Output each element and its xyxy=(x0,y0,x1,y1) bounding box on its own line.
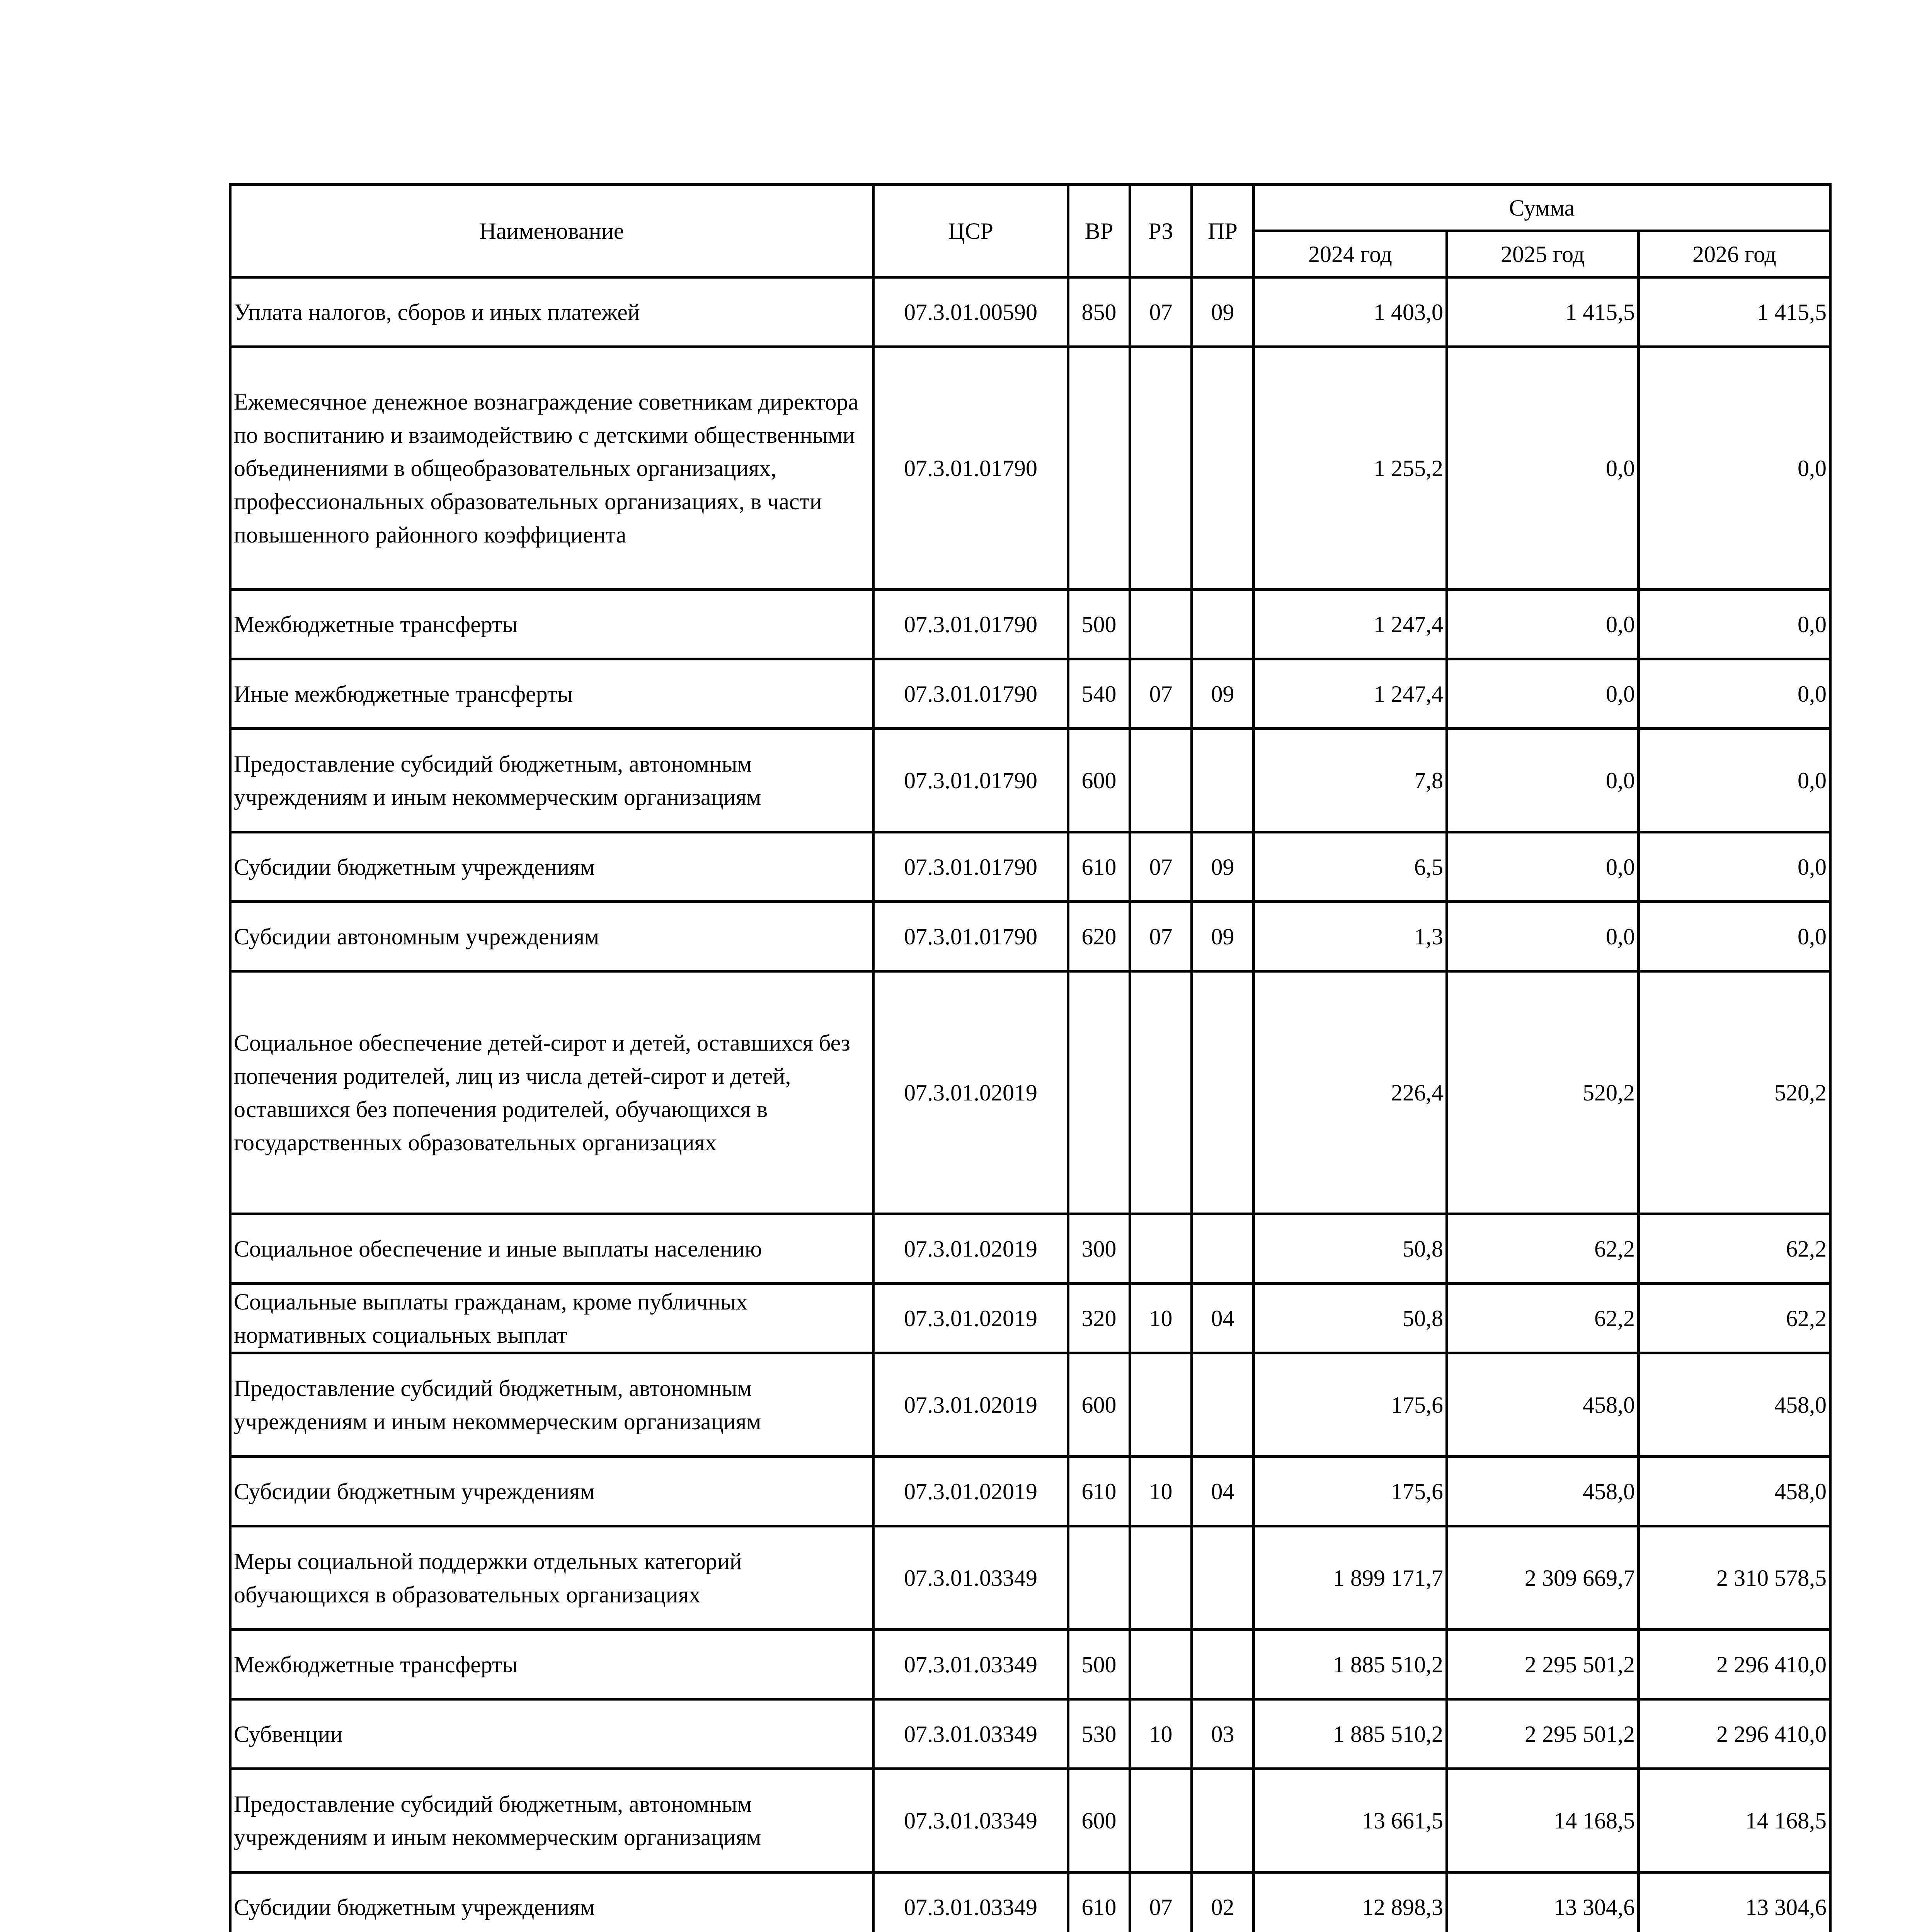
cell-vr: 320 xyxy=(1068,1284,1130,1353)
cell-amount-2024: 1,3 xyxy=(1254,902,1447,971)
cell-csr: 07.3.01.03349 xyxy=(873,1630,1068,1699)
cell-vr: 610 xyxy=(1068,832,1130,902)
cell-rz xyxy=(1130,590,1192,659)
cell-vr: 600 xyxy=(1068,1353,1130,1457)
cell-amount-2024: 226,4 xyxy=(1254,971,1447,1214)
header-row xyxy=(230,185,1830,231)
cell-rz: 07 xyxy=(1130,832,1192,902)
table-row xyxy=(230,1526,1830,1630)
cell-vr: 600 xyxy=(1068,729,1130,832)
table-row xyxy=(230,1699,1830,1769)
cell-vr: 610 xyxy=(1068,1872,1130,1932)
cell-rz xyxy=(1130,1214,1192,1284)
header-year-2026: 2026 год xyxy=(1639,231,1830,277)
header-sum: Сумма xyxy=(1254,185,1830,231)
cell-csr: 07.3.01.02019 xyxy=(873,1457,1068,1526)
cell-amount-2025: 1 415,5 xyxy=(1447,277,1639,347)
cell-rz: 07 xyxy=(1130,1872,1192,1932)
cell-pr xyxy=(1192,1526,1254,1630)
cell-csr: 07.3.01.01790 xyxy=(873,832,1068,902)
cell-name: Межбюджетные трансферты xyxy=(230,590,873,659)
cell-amount-2024: 175,6 xyxy=(1254,1353,1447,1457)
cell-amount-2025: 62,2 xyxy=(1447,1214,1639,1284)
cell-pr: 03 xyxy=(1192,1699,1254,1769)
cell-amount-2024: 1 885 510,2 xyxy=(1254,1699,1447,1769)
cell-amount-2026: 62,2 xyxy=(1639,1214,1830,1284)
cell-amount-2026: 2 310 578,5 xyxy=(1639,1526,1830,1630)
cell-vr: 600 xyxy=(1068,1769,1130,1872)
table-row xyxy=(230,1630,1830,1699)
table-row xyxy=(230,971,1830,1214)
cell-amount-2025: 0,0 xyxy=(1447,729,1639,832)
cell-rz xyxy=(1130,729,1192,832)
cell-amount-2025: 0,0 xyxy=(1447,659,1639,729)
table-row xyxy=(230,902,1830,971)
cell-pr: 09 xyxy=(1192,832,1254,902)
cell-amount-2024: 12 898,3 xyxy=(1254,1872,1447,1932)
table-row xyxy=(230,1353,1830,1457)
cell-vr: 530 xyxy=(1068,1699,1130,1769)
cell-rz xyxy=(1130,971,1192,1214)
cell-name: Предоставление субсидий бюджетным, автономным учреждениям и иным некоммерческим организациям xyxy=(230,729,873,832)
table-row xyxy=(230,347,1830,590)
cell-rz xyxy=(1130,1630,1192,1699)
cell-amount-2024: 7,8 xyxy=(1254,729,1447,832)
table-row xyxy=(230,590,1830,659)
cell-rz xyxy=(1130,1526,1192,1630)
header-name: Наименование xyxy=(230,185,873,277)
cell-amount-2026: 14 168,5 xyxy=(1639,1769,1830,1872)
table-row xyxy=(230,659,1830,729)
cell-amount-2025: 0,0 xyxy=(1447,347,1639,590)
cell-name: Межбюджетные трансферты xyxy=(230,1630,873,1699)
cell-name: Социальное обеспечение детей-сирот и детей, оставшихся без попечения родителей, лиц из числа детей-сирот и детей, оставшихся без попечения родителей, обучающихся в государственных образовательных организациях xyxy=(230,971,873,1214)
table-header xyxy=(230,185,1830,277)
cell-csr: 07.3.01.03349 xyxy=(873,1699,1068,1769)
cell-rz: 10 xyxy=(1130,1457,1192,1526)
cell-pr xyxy=(1192,1769,1254,1872)
cell-name: Иные межбюджетные трансферты xyxy=(230,659,873,729)
cell-amount-2024: 1 247,4 xyxy=(1254,659,1447,729)
cell-amount-2025: 2 309 669,7 xyxy=(1447,1526,1639,1630)
cell-pr xyxy=(1192,590,1254,659)
cell-amount-2024: 1 255,2 xyxy=(1254,347,1447,590)
table-row xyxy=(230,277,1830,347)
cell-amount-2024: 1 247,4 xyxy=(1254,590,1447,659)
cell-pr xyxy=(1192,1353,1254,1457)
cell-amount-2025: 62,2 xyxy=(1447,1284,1639,1353)
cell-amount-2024: 13 661,5 xyxy=(1254,1769,1447,1872)
cell-amount-2026: 0,0 xyxy=(1639,590,1830,659)
header-rz: РЗ xyxy=(1130,185,1192,277)
table-row xyxy=(230,1769,1830,1872)
cell-amount-2025: 13 304,6 xyxy=(1447,1872,1639,1932)
cell-rz xyxy=(1130,1769,1192,1872)
cell-rz xyxy=(1130,347,1192,590)
cell-amount-2024: 1 885 510,2 xyxy=(1254,1630,1447,1699)
cell-amount-2026: 0,0 xyxy=(1639,659,1830,729)
cell-csr: 07.3.01.01790 xyxy=(873,590,1068,659)
cell-name: Ежемесячное денежное вознаграждение советникам директора по воспитанию и взаимодействию с детскими общественными объединениями в общеобразовательных организациях, профессиональных образовательных организациях, в части повышенного районного коэффициента xyxy=(230,347,873,590)
cell-rz: 10 xyxy=(1130,1284,1192,1353)
cell-pr: 09 xyxy=(1192,902,1254,971)
cell-csr: 07.3.01.03349 xyxy=(873,1526,1068,1630)
cell-name: Уплата налогов, сборов и иных платежей xyxy=(230,277,873,347)
cell-vr: 300 xyxy=(1068,1214,1130,1284)
budget-table xyxy=(229,183,1832,1932)
table-row xyxy=(230,1284,1830,1353)
cell-rz: 10 xyxy=(1130,1699,1192,1769)
cell-vr: 610 xyxy=(1068,1457,1130,1526)
cell-amount-2024: 175,6 xyxy=(1254,1457,1447,1526)
cell-amount-2025: 2 295 501,2 xyxy=(1447,1699,1639,1769)
cell-csr: 07.3.01.02019 xyxy=(873,971,1068,1214)
cell-pr: 02 xyxy=(1192,1872,1254,1932)
cell-vr: 500 xyxy=(1068,590,1130,659)
cell-amount-2024: 50,8 xyxy=(1254,1284,1447,1353)
cell-vr xyxy=(1068,971,1130,1214)
table-row xyxy=(230,1872,1830,1932)
cell-pr: 09 xyxy=(1192,659,1254,729)
table-row xyxy=(230,729,1830,832)
cell-amount-2024: 1 899 171,7 xyxy=(1254,1526,1447,1630)
cell-name: Социальное обеспечение и иные выплаты населению xyxy=(230,1214,873,1284)
header-vr: ВР xyxy=(1068,185,1130,277)
cell-amount-2024: 50,8 xyxy=(1254,1214,1447,1284)
cell-csr: 07.3.01.01790 xyxy=(873,347,1068,590)
cell-vr: 540 xyxy=(1068,659,1130,729)
cell-amount-2026: 62,2 xyxy=(1639,1284,1830,1353)
cell-csr: 07.3.01.02019 xyxy=(873,1284,1068,1353)
cell-amount-2026: 2 296 410,0 xyxy=(1639,1699,1830,1769)
cell-amount-2026: 0,0 xyxy=(1639,729,1830,832)
cell-amount-2025: 458,0 xyxy=(1447,1353,1639,1457)
cell-amount-2025: 458,0 xyxy=(1447,1457,1639,1526)
cell-vr xyxy=(1068,347,1130,590)
cell-rz: 07 xyxy=(1130,902,1192,971)
cell-amount-2026: 2 296 410,0 xyxy=(1639,1630,1830,1699)
cell-name: Социальные выплаты гражданам, кроме публичных нормативных социальных выплат xyxy=(230,1284,873,1353)
cell-name: Субвенции xyxy=(230,1699,873,1769)
cell-name: Субсидии автономным учреждениям xyxy=(230,902,873,971)
table-row xyxy=(230,832,1830,902)
header-year-2025: 2025 год xyxy=(1447,231,1639,277)
header-csr: ЦСР xyxy=(873,185,1068,277)
cell-pr xyxy=(1192,1630,1254,1699)
cell-amount-2026: 458,0 xyxy=(1639,1457,1830,1526)
table-row xyxy=(230,1214,1830,1284)
cell-csr: 07.3.01.00590 xyxy=(873,277,1068,347)
cell-name: Предоставление субсидий бюджетным, автономным учреждениям и иным некоммерческим организациям xyxy=(230,1769,873,1872)
header-pr: ПР xyxy=(1192,185,1254,277)
cell-pr: 09 xyxy=(1192,277,1254,347)
cell-amount-2026: 520,2 xyxy=(1639,971,1830,1214)
cell-csr: 07.3.01.03349 xyxy=(873,1872,1068,1932)
cell-amount-2025: 0,0 xyxy=(1447,902,1639,971)
cell-vr: 620 xyxy=(1068,902,1130,971)
cell-pr xyxy=(1192,729,1254,832)
cell-csr: 07.3.01.01790 xyxy=(873,902,1068,971)
budget-table-container xyxy=(229,183,1829,1932)
cell-amount-2025: 520,2 xyxy=(1447,971,1639,1214)
cell-amount-2026: 458,0 xyxy=(1639,1353,1830,1457)
cell-rz: 07 xyxy=(1130,277,1192,347)
cell-amount-2026: 13 304,6 xyxy=(1639,1872,1830,1932)
table-body xyxy=(230,277,1830,1932)
cell-pr: 04 xyxy=(1192,1284,1254,1353)
cell-amount-2026: 0,0 xyxy=(1639,902,1830,971)
cell-rz xyxy=(1130,1353,1192,1457)
cell-name: Субсидии бюджетным учреждениям xyxy=(230,1457,873,1526)
cell-pr: 04 xyxy=(1192,1457,1254,1526)
table-row xyxy=(230,1457,1830,1526)
header-year-2024: 2024 год xyxy=(1254,231,1447,277)
cell-vr xyxy=(1068,1526,1130,1630)
cell-amount-2025: 14 168,5 xyxy=(1447,1769,1639,1872)
cell-amount-2024: 1 403,0 xyxy=(1254,277,1447,347)
cell-amount-2026: 1 415,5 xyxy=(1639,277,1830,347)
cell-name: Меры социальной поддержки отдельных категорий обучающихся в образовательных организациях xyxy=(230,1526,873,1630)
cell-vr: 500 xyxy=(1068,1630,1130,1699)
cell-vr: 850 xyxy=(1068,277,1130,347)
cell-csr: 07.3.01.03349 xyxy=(873,1769,1068,1872)
cell-pr xyxy=(1192,347,1254,590)
cell-amount-2026: 0,0 xyxy=(1639,347,1830,590)
cell-amount-2024: 6,5 xyxy=(1254,832,1447,902)
cell-pr xyxy=(1192,971,1254,1214)
cell-amount-2025: 0,0 xyxy=(1447,832,1639,902)
cell-rz: 07 xyxy=(1130,659,1192,729)
cell-pr xyxy=(1192,1214,1254,1284)
cell-amount-2025: 0,0 xyxy=(1447,590,1639,659)
cell-csr: 07.3.01.02019 xyxy=(873,1353,1068,1457)
cell-amount-2025: 2 295 501,2 xyxy=(1447,1630,1639,1699)
cell-name: Субсидии бюджетным учреждениям xyxy=(230,1872,873,1932)
cell-csr: 07.3.01.02019 xyxy=(873,1214,1068,1284)
cell-name: Предоставление субсидий бюджетным, автономным учреждениям и иным некоммерческим организациям xyxy=(230,1353,873,1457)
cell-name: Субсидии бюджетным учреждениям xyxy=(230,832,873,902)
cell-csr: 07.3.01.01790 xyxy=(873,729,1068,832)
cell-amount-2026: 0,0 xyxy=(1639,832,1830,902)
cell-csr: 07.3.01.01790 xyxy=(873,659,1068,729)
